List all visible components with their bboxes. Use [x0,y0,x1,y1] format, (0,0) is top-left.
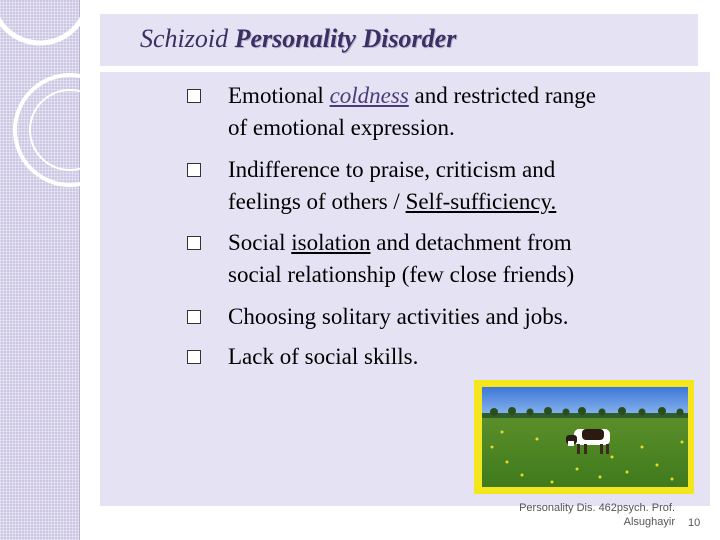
bullet-4 [228,301,688,333]
bullet-5-line1: Lack of social skills. [228,344,419,369]
bullet-1-line2: of emotional expression. [228,115,455,140]
bullet-3 [228,227,688,291]
bullet-1-text-a: Emotional [228,83,330,108]
bullet-1 [228,80,688,144]
slide-title [140,24,456,54]
cow-pasture-photo [482,387,688,487]
bullet-box-icon [187,89,201,103]
bullet-2 [228,154,688,218]
title-regular: Schizoid [140,24,235,53]
bullet-2-text-a: feelings of others / [228,189,406,214]
bullet-3-text-a: Social [228,230,292,255]
bullet-box-icon [187,310,201,324]
bullet-3-line2: social relationship (few close friends) [228,262,575,287]
footer-line2: Alsughayir [623,516,675,528]
bullet-box-icon [187,236,201,250]
bullet-2-line1: Indifference to praise, criticism and [228,157,556,182]
bullet-box-icon [187,163,201,177]
footer-text [470,501,675,529]
footer-line1: Personality Dis. 462psych. Prof. [519,502,675,514]
bullet-3-isolation: isolation [291,230,371,255]
bullet-5 [228,341,688,373]
bullet-1-link-coldness[interactable]: coldness [329,83,409,108]
bullet-box-icon [187,350,201,364]
bullet-2-self-sufficiency: Self-sufficiency. [405,189,557,214]
bullet-3-text-b: and detachment from [370,230,572,255]
bullet-1-text-b: and restricted range [408,83,596,108]
bullet-4-line1: Choosing solitary activities and jobs. [228,304,569,329]
title-bold: Personality Disorder [234,24,457,53]
page-number: 10 [688,517,701,529]
